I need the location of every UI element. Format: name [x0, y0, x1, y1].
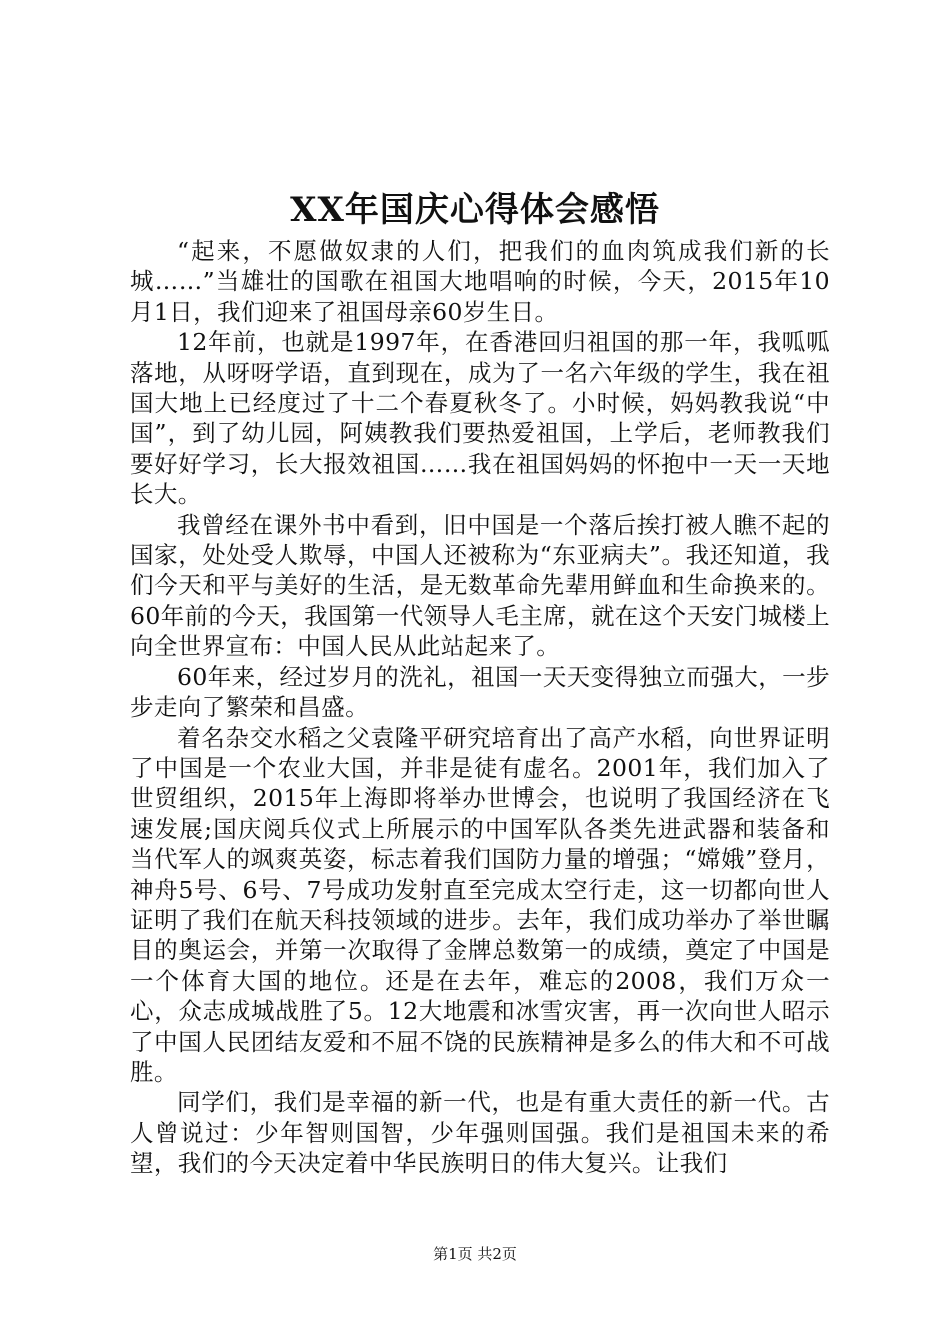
- paragraph: 60年来，经过岁月的洗礼，祖国一天天变得独立而强大，一步步走向了繁荣和昌盛。: [130, 662, 830, 722]
- paragraph: 着名杂交水稻之父袁隆平研究培育出了高产水稻，向世界证明了中国是一个农业大国，并非是徒有虚名。2001年，我们加入了世贸组织，2015年上海即将举办世博会，也说明了我国经济在飞速发展;国庆阅兵仪式上所展示的中国军队各类先进武器和装备和当代军人的飒爽英姿，标志着我们国防力量的增强；“嫦娥”登月，神舟5号、6号、7号成功发射直至完成太空行走，这一切都向世人证明了我们在航天科技领域的进步。去年，我们成功举办了举世瞩目的奥运会，并第一次取得了金牌总数第一的成绩，奠定了中国是一个体育大国的地位。还是在去年，难忘的2008，我们万众一心，众志成城战胜了5。12大地震和冰雪灾害，再一次向世人昭示了中国人民团结友爱和不屈不饶的民族精神是多么的伟大和不可战胜。: [130, 723, 830, 1086]
- page-number-footer: 第1页 共2页: [433, 1245, 517, 1263]
- paragraph: 同学们，我们是幸福的新一代，也是有重大责任的新一代。古人曾说过：少年智则国智，少年强则国强。我们是祖国未来的希望，我们的今天决定着中华民族明日的伟大复兴。让我们: [130, 1088, 830, 1178]
- paragraph: 12年前，也就是1997年，在香港回归祖国的那一年，我呱呱落地，从呀呀学语，直到现在，成为了一名六年级的学生，我在祖国大地上已经度过了十二个春夏秋冬了。小时候，妈妈教我说“中国”，到了幼儿园，阿姨教我们要热爱祖国，上学后，老师教我们要好好学习，长大报效祖国……我在祖国妈妈的怀抱中一天一天地长大。: [130, 328, 830, 509]
- paragraph: “起来，不愿做奴隶的人们，把我们的血肉筑成我们新的长城……”当雄壮的国歌在祖国大地唱响的时候，今天，2015年10月1日，我们迎来了祖国母亲60岁生日。: [130, 237, 830, 326]
- article-body: [130, 236, 830, 1179]
- page-title: XX年国庆心得体会感悟: [290, 190, 660, 230]
- paragraph: 我曾经在课外书中看到，旧中国是一个落后挨打被人瞧不起的国家，处处受人欺辱，中国人还被称为“东亚病夫”。我还知道，我们今天和平与美好的生活，是无数革命先辈用鲜血和生命换来的。60年前的今天，我国第一代领导人毛主席，就在这个天安门城楼上向全世界宣布：中国人民从此站起来了。: [130, 510, 830, 661]
